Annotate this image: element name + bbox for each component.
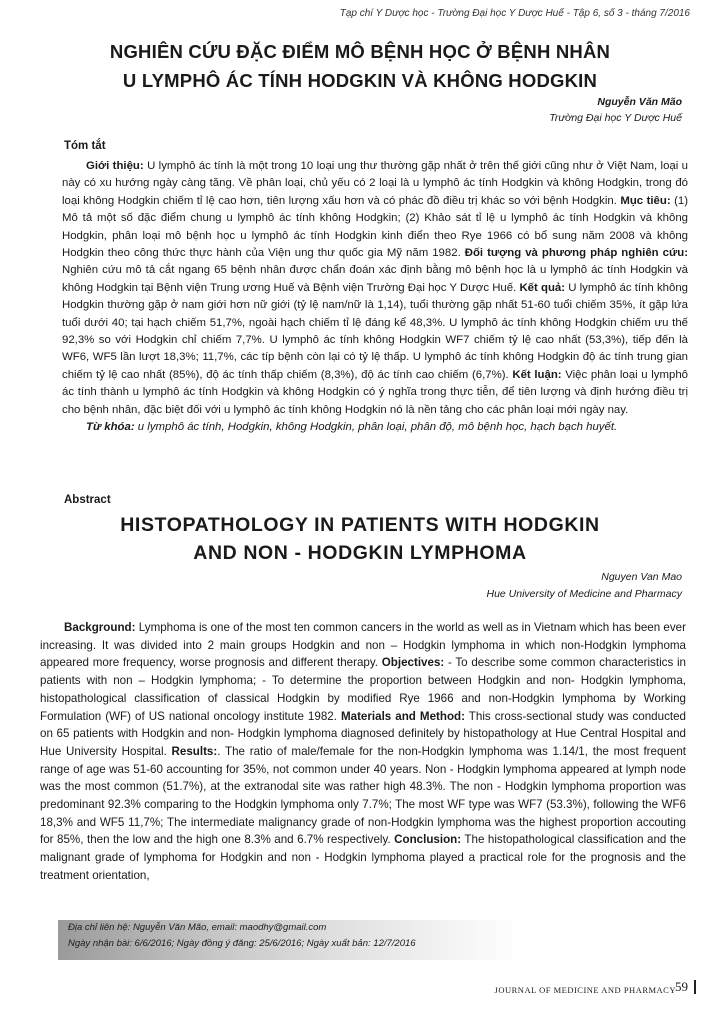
title-en-line-1: HISTOPATHOLOGY IN PATIENTS WITH HODGKIN (120, 514, 600, 536)
author-english: Nguyen Van Mao (601, 571, 682, 583)
keywords-text-vn: u lymphô ác tính, Hodgkin, không Hodgkin, phân loại, phân độ, mô bệnh học, hạch bạch huyết. (134, 421, 618, 434)
concl-label-en: Conclusion: (394, 833, 462, 847)
obj-text-vn: (1) Mô tả một số đặc điểm chung u lymphô ác tính không Hodgkin; (2) Khảo sát tỉ lệ u lymphô ác tính Hodgkin và không Hodgkin, phân loại mô bệnh học u lymphô ác tính Hodgkin kinh điển theo Rye 1966 có bổ sung năm 2008 và không Hodgkin theo công thức thực hành của Viện ung thư quốc gia Mỹ năm 1982. (62, 194, 688, 260)
concl-text-vn: Việc phân loại u lymphô ác tính thành u lymphô ác tính Hodgkin và không Hodgkin có ý nghĩa trong thực tiễn, để tiên lượng và định hướng điều trị cho bệnh nhân, đặc biệt đối với u lymphô ác tính không Hodgkin nó là nền tảng cho các phân loại mới ngày nay. (62, 368, 688, 416)
abstract-vietnamese (62, 158, 688, 437)
title-en-line-2: AND NON - HODGKIN LYMPHOMA (193, 542, 527, 564)
method-label-vn: Đối tượng và phương pháp nghiên cứu: (464, 247, 688, 260)
title-vn-line-2: U LYMPHÔ ÁC TÍNH HODGKIN VÀ KHÔNG HODGKIN (122, 70, 598, 91)
journal-footer: JOURNAL OF MEDICINE AND PHARMACY (494, 985, 676, 995)
article-title-vietnamese (60, 37, 660, 95)
journal-header: Tạp chí Y Dược học - Trường Đại học Y Dược Huế - Tập 6, số 3 - tháng 7/2016 (339, 8, 690, 19)
method-text-vn: Nghiên cứu mô tả cắt ngang 65 bệnh nhân được chẩn đoán xác định bằng mô bệnh học là u lymphô ác tính Hodgkin và không Hodgkin tại Bệnh viện Trung ương Huế và Bệnh viện Trường Đại học Y Dược Huế. (62, 264, 688, 294)
correspondence-footnote (58, 920, 522, 960)
bg-label-vn: Giới thiệu: (86, 160, 144, 172)
page-number: 59 (675, 980, 696, 994)
abstract-label-english: Abstract (64, 494, 111, 506)
bg-text-en: Lymphoma is one of the most ten common cancers in the world as well as in Vietnam which has been ever increasing. It was divided into 2 main groups Hodgkin and non – Hodgkin lymphoma in which non-Hodgkin lymphoma appeared more frequency, worse prognosis and different therapy. (40, 621, 686, 670)
footnote-dates: Ngày nhận bài: 6/6/2016; Ngày đồng ý đăng: 25/6/2016; Ngày xuất bản: 12/7/2016 (68, 938, 416, 949)
affiliation-vietnamese: Trường Đại học Y Dược Huế (549, 112, 682, 124)
abstract-english (40, 619, 686, 885)
bg-label-en: Background: (64, 621, 136, 634)
bg-text-vn: U lymphô ác tính là một trong 10 loại ung thư thường gặp nhất ở trên thế giới cũng như ở Việt Nam, loại u này có xu hướng ngày càng tăng. Về phân loại, chủ yếu có 2 loại là u lymphô ác tính Hodgkin và không Hodgkin, trong đó loại không Hodgkin chiếm tỉ lệ cao hơn, tiên lượng xấu hơn và có phác đồ điều trị khác so với bệnh Hodgkin. (62, 160, 688, 207)
result-text-en: . The ratio of male/female for the non-Hodgkin lymphoma was 1.14/1, the most frequent range of age was 51-60 accounting for 35%, not common under 40 years. Non - Hodgkin lymphoma appeared at lymph node was the most common (51.7%), at the extranodal site was rather high 48.3%. The non - Hodgkin lymphoma proportion was predominant 92.3% comparing to the Hodgkin lymphoma only 7.7%; The most WF type was WF7 (53.3%), following the WF6 18,3% and WF5 11,7%; The intermediate malignancy grade of non-Hodgkin lymphoma was the highest proportion accouting for 85%, then the low and the high one 8.3% and 6.7% respectively. (40, 744, 686, 847)
obj-text-en: - To describe some common characteristics in patients with non – Hodgkin lymphoma; - To determine the proportion between Hodgkin and non- Hodgkin lymphoma, histopathological classification of classical Hodgkin by modified Rye 1966 and non-Hodgkin lymphoma by Working Formulation (WF) of US national oncology institute 1982. (40, 656, 686, 723)
title-vn-line-1: NGHIÊN CỨU ĐẶC ĐIỂM MÔ BỆNH HỌC Ở BỆNH NHÂN (109, 41, 611, 62)
article-title-english (50, 511, 670, 567)
footnote-contact: Địa chỉ liên hệ: Nguyễn Văn Mão, email: maodhy@gmail.com (68, 922, 327, 933)
method-label-en: Materials and Method: (340, 709, 465, 723)
keywords-label-vn: Từ khóa: (86, 421, 135, 434)
result-text-vn: U lymphô ác tính không Hodgkin thường gặp ở nam giới hơn nữ giới (tỷ lệ nam/nữ là 1,14), tuổi thường gặp nhất 51-60 tuổi chiếm 35%, ít gặp lứa tuổi dưới 40; tại hạch chiếm 51,7%, ngoài hạch chiếm tỉ lệ đáng kể 48,3%. U lymphô ác tính không Hodgkin chiếm ưu thế 92,3% so với Hodgkin chỉ chiếm 7,7%. U lymphô ác tính không Hodgkin WF7 chiếm tỷ lệ cao nhất (53,3%), tiếp đến là WF6, WF5 lần lượt 18,3%; 11,7%, các típ bệnh còn lại có tỷ lệ thấp. U lymphô ác tính không Hodgkin độ ác tính trung gian chiếm tỷ lệ cao nhất (85%), độ ác tính thấp chiếm (8,3%), độ ác tính cao chiếm (6,7%). (62, 281, 688, 381)
abstract-label-vietnamese: Tóm tắt (64, 140, 106, 152)
affiliation-english: Hue University of Medicine and Pharmacy (486, 588, 682, 600)
concl-text-en: The histopathological classification and the malignant grade of lymphoma for Hodgkin and non - Hodgkin lymphoma played a practical role for the prognosis and the treatment orientation, (40, 833, 686, 882)
author-vietnamese: Nguyễn Văn Mão (597, 96, 682, 108)
result-label-en: Results: (171, 744, 218, 758)
concl-label-vn: Kết luận: (512, 368, 562, 381)
obj-label-en: Objectives: (381, 656, 445, 670)
obj-label-vn: Mục tiêu: (620, 194, 671, 207)
result-label-vn: Kết quả: (519, 281, 566, 294)
method-text-en: This cross-sectional study was conducted on 65 patients with Hodgkin and non- Hodgkin lymphoma diagnosed definitely by histopathology at Hue Central Hospital and Hue University Hospital. (40, 709, 686, 758)
